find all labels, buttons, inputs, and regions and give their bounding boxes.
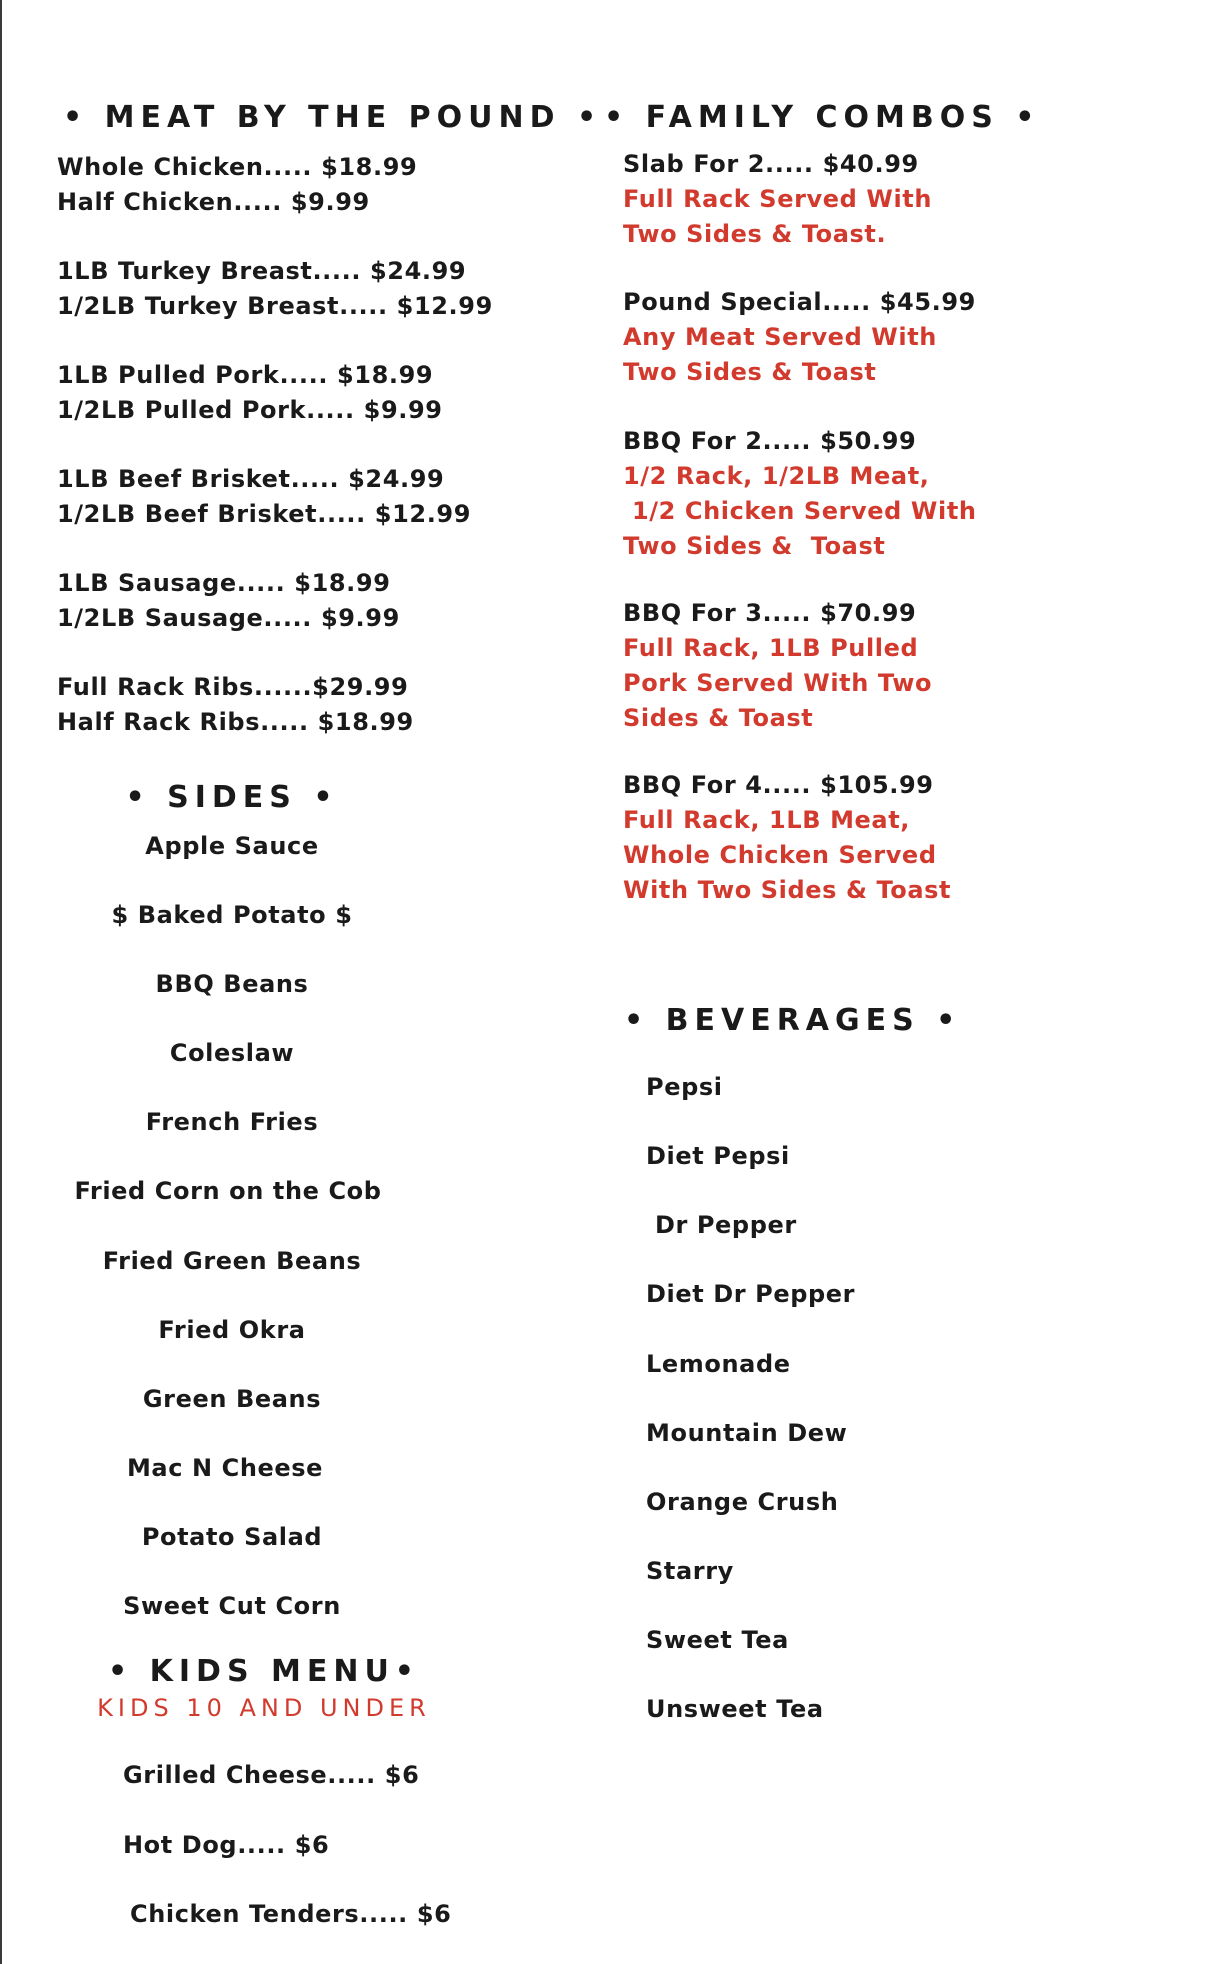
beverage-item: Starry [646, 1557, 734, 1585]
beverage-item: Mountain Dew [646, 1419, 848, 1447]
kids-subheading: KIDS 10 AND UNDER [97, 1694, 431, 1722]
beverage-item: Diet Pepsi [646, 1142, 790, 1170]
combo-bbq-for-4 [623, 768, 951, 908]
side-item: Mac N Cheese [126, 1454, 324, 1482]
combo-desc: Sides & Toast [623, 704, 814, 732]
combo-title: BBQ For 3..... $70.99 [623, 599, 917, 627]
side-item: $ Baked Potato $ [111, 901, 353, 929]
combo-desc: Full Rack, 1LB Meat, [623, 806, 911, 834]
beverage-item: Lemonade [646, 1350, 791, 1378]
combo-desc: Two Sides & Toast. [623, 220, 887, 248]
side-item: Coleslaw [169, 1039, 295, 1067]
kids-item: Grilled Cheese..... $6 [123, 1761, 420, 1789]
meat-item: 1/2LB Beef Brisket..... $12.99 [57, 500, 472, 528]
meat-item: Full Rack Ribs......$29.99 [57, 673, 409, 701]
combo-pound-special [623, 285, 976, 390]
combo-desc: Full Rack, 1LB Pulled [623, 634, 919, 662]
side-item: Fried Corn on the Cob [74, 1177, 382, 1205]
meat-item: 1LB Beef Brisket..... $24.99 [57, 465, 445, 493]
side-item: BBQ Beans [155, 970, 309, 998]
beverage-item: Orange Crush [646, 1488, 839, 1516]
combos-heading: • FAMILY COMBOS • [604, 100, 1041, 135]
meat-item: Half Rack Ribs..... $18.99 [57, 708, 414, 736]
combo-bbq-for-3 [623, 596, 932, 736]
sides-heading: • SIDES • [125, 780, 339, 815]
meat-item: 1/2LB Pulled Pork..... $9.99 [57, 396, 443, 424]
combo-desc: Pork Served With Two [623, 669, 933, 697]
combo-title: Slab For 2..... $40.99 [623, 150, 919, 178]
kids-item: Hot Dog..... $6 [123, 1831, 330, 1859]
combo-desc: Two Sides & Toast [623, 358, 877, 386]
combo-title: BBQ For 2..... $50.99 [623, 427, 917, 455]
combo-desc: Two Sides & Toast [623, 532, 886, 560]
meat-item: 1LB Turkey Breast..... $24.99 [57, 257, 467, 285]
side-item: Potato Salad [141, 1523, 323, 1551]
combo-bbq-for-2 [623, 424, 977, 564]
combo-desc: Full Rack Served With [623, 185, 933, 213]
combo-desc: 1/2 Chicken Served With [623, 497, 977, 525]
combo-desc: With Two Sides & Toast [623, 876, 952, 904]
side-item: French Fries [145, 1108, 319, 1136]
kids-item: Chicken Tenders..... $6 [130, 1900, 452, 1928]
beverage-item: Unsweet Tea [646, 1695, 824, 1723]
beverages-heading: • BEVERAGES • [624, 1003, 962, 1038]
combo-desc: Any Meat Served With [623, 323, 937, 351]
side-item: Apple Sauce [145, 832, 319, 860]
meat-item: 1LB Sausage..... $18.99 [57, 569, 391, 597]
meat-item: 1/2LB Sausage..... $9.99 [57, 604, 400, 632]
meat-item: Whole Chicken..... $18.99 [57, 153, 418, 181]
meat-item: Half Chicken..... $9.99 [57, 188, 370, 216]
combo-desc: 1/2 Rack, 1/2LB Meat, [623, 462, 930, 490]
kids-heading: • KIDS MENU• [108, 1654, 420, 1689]
meat-item: 1LB Pulled Pork..... $18.99 [57, 361, 434, 389]
beverage-item: Dr Pepper [646, 1211, 797, 1239]
beverage-item: Pepsi [646, 1073, 723, 1101]
combo-desc: Whole Chicken Served [623, 841, 937, 869]
meat-heading: • MEAT BY THE POUND • [63, 100, 603, 135]
combo-title: Pound Special..... $45.99 [623, 288, 976, 316]
combo-title: BBQ For 4..... $105.99 [623, 771, 934, 799]
side-item: Green Beans [142, 1385, 322, 1413]
beverage-item: Diet Dr Pepper [646, 1280, 856, 1308]
combo-slab-for-2 [623, 147, 932, 252]
meat-item: 1/2LB Turkey Breast..... $12.99 [57, 292, 493, 320]
page-left-border [0, 0, 2, 1964]
side-item: Fried Okra [158, 1316, 306, 1344]
side-item: Sweet Cut Corn [123, 1592, 341, 1620]
beverage-item: Sweet Tea [646, 1626, 789, 1654]
side-item: Fried Green Beans [102, 1247, 362, 1275]
